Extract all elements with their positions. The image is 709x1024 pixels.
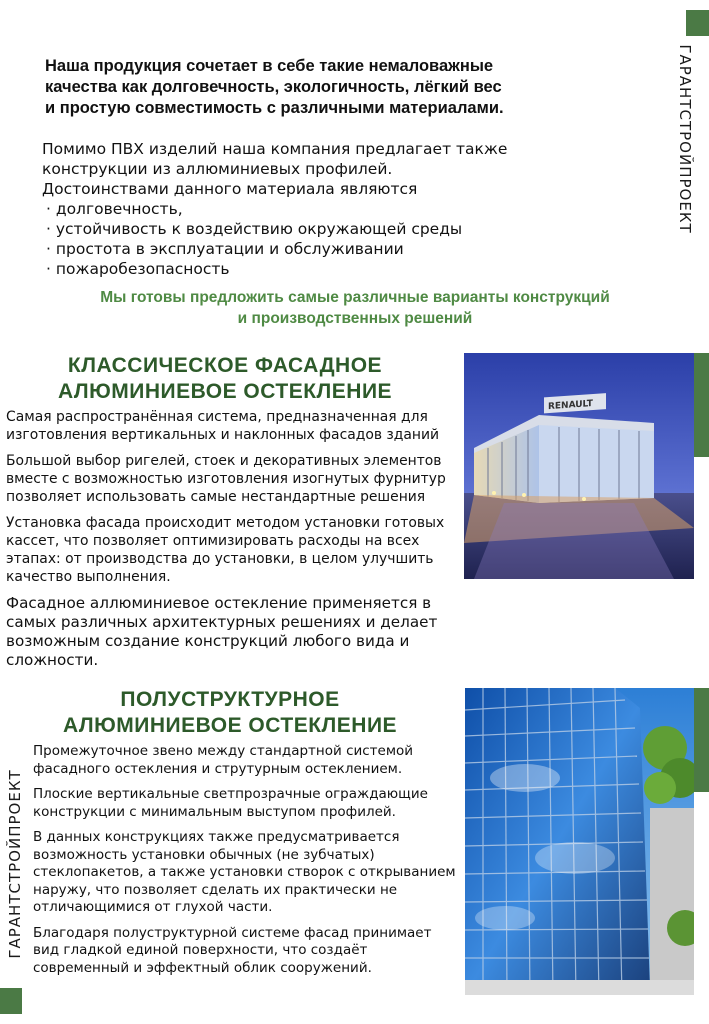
offer-note-line: и производственных решений xyxy=(237,310,473,327)
section1-title-line: АЛЮМИНИЕВОЕ ОСТЕКЛЕНИЕ xyxy=(57,380,393,403)
benefit-item: · устойчивость к воздействию окружающей среды xyxy=(42,219,602,239)
section1-paragraph: Установка фасада происходит методом установки готовых кассет, что позволяет оптимизировать расходы на всех этапах: от производства до установки, в целом улучшить качество выполнения. xyxy=(6,515,445,585)
benefit-item: · долговечность, xyxy=(42,199,602,219)
section2-title-line: ПОЛУСТРУКТУРНОЕ xyxy=(120,688,340,711)
offer-note-line: Мы готовы предложить самые различные варианты конструкций xyxy=(100,289,610,306)
accent-bar-bottom-left xyxy=(0,988,22,1014)
intro-text xyxy=(42,139,602,279)
section2-paragraph: Промежуточное звено между стандартной системой фасадного остекления и струтурным остеклением. xyxy=(33,743,414,777)
intro-text-line: Достоинствами данного материала являются xyxy=(42,180,418,198)
renault-showroom-photo xyxy=(464,353,694,579)
section2-paragraph: Благодаря полуструктурной системе фасад принимает вид гладкой единой поверхности, что создаёт современный и эффектный облик сооружений. xyxy=(33,924,432,976)
section2-paragraph: Плоские вертикальные светпрозрачные ограждающие конструкции с минимальным выступом профилей. xyxy=(33,786,428,820)
renault-sign-text: RENAULT xyxy=(548,398,593,413)
section2-paragraph: В данных конструкциях также предусматривается возможность установки обычных (не зубчатых) стеклопакетов, а также установки створок с открыванием наружу, что позволяет сделать их практически не отличающимися от глухой части. xyxy=(33,829,456,915)
intro-bold-line: и простую совместимость с различными материалами. xyxy=(45,99,504,117)
intro-bold-line: Наша продукция сочетает в себе такие немаловажные xyxy=(45,57,494,75)
offer-note xyxy=(20,287,690,329)
intro-text-line: Помимо ПВХ изделий наша компания предлагает также xyxy=(42,140,508,158)
accent-bar-lower-right xyxy=(694,688,709,792)
benefit-item: · пожаробезопасность xyxy=(42,259,602,279)
section1-title-line: КЛАССИЧЕСКОЕ ФАСАДНОЕ xyxy=(67,354,383,377)
benefits-list xyxy=(42,199,602,279)
section2-body xyxy=(33,743,458,985)
brand-vertical-bottom: ГАРАНТСТРОЙПРОЕКТ xyxy=(6,769,24,959)
section1-paragraph: Большой выбор ригелей, стоек и декоративных элементов вместе с возможностью изготовления изогнутых фурнитур позволяет использовать самые нестандартные решения xyxy=(6,453,446,505)
section2-title-line: АЛЮМИНИЕВОЕ ОСТЕКЛЕНИЕ xyxy=(62,714,398,737)
glass-facade-photo xyxy=(465,688,694,995)
renault-showroom-illustration xyxy=(464,353,694,579)
section1-title xyxy=(20,353,430,405)
section1-body xyxy=(6,408,461,678)
brand-vertical-top: ГАРАНТСТРОЙПРОЕКТ xyxy=(676,44,694,234)
intro-bold-text xyxy=(45,56,565,119)
benefit-item: · простота в эксплуатации и обслуживании xyxy=(42,239,602,259)
section1-paragraph: Самая распространённая система, предназначенная для изготовления вертикальных и наклонных фасадов зданий xyxy=(6,409,440,443)
section2-title xyxy=(20,687,440,739)
section1-paragraph: Фасадное аллюминиевое остекление применяется в самых различных архитектурных решениях и делает возможным создание конструкций любого вида и сложности. xyxy=(6,594,438,669)
glass-facade-illustration xyxy=(465,688,694,995)
intro-text-line: конструкции из аллюминиевых профилей. xyxy=(42,160,393,178)
intro-bold-line: качества как долговечность, экологичность, лёгкий вес xyxy=(45,78,502,96)
accent-bar-mid-right xyxy=(694,353,709,457)
